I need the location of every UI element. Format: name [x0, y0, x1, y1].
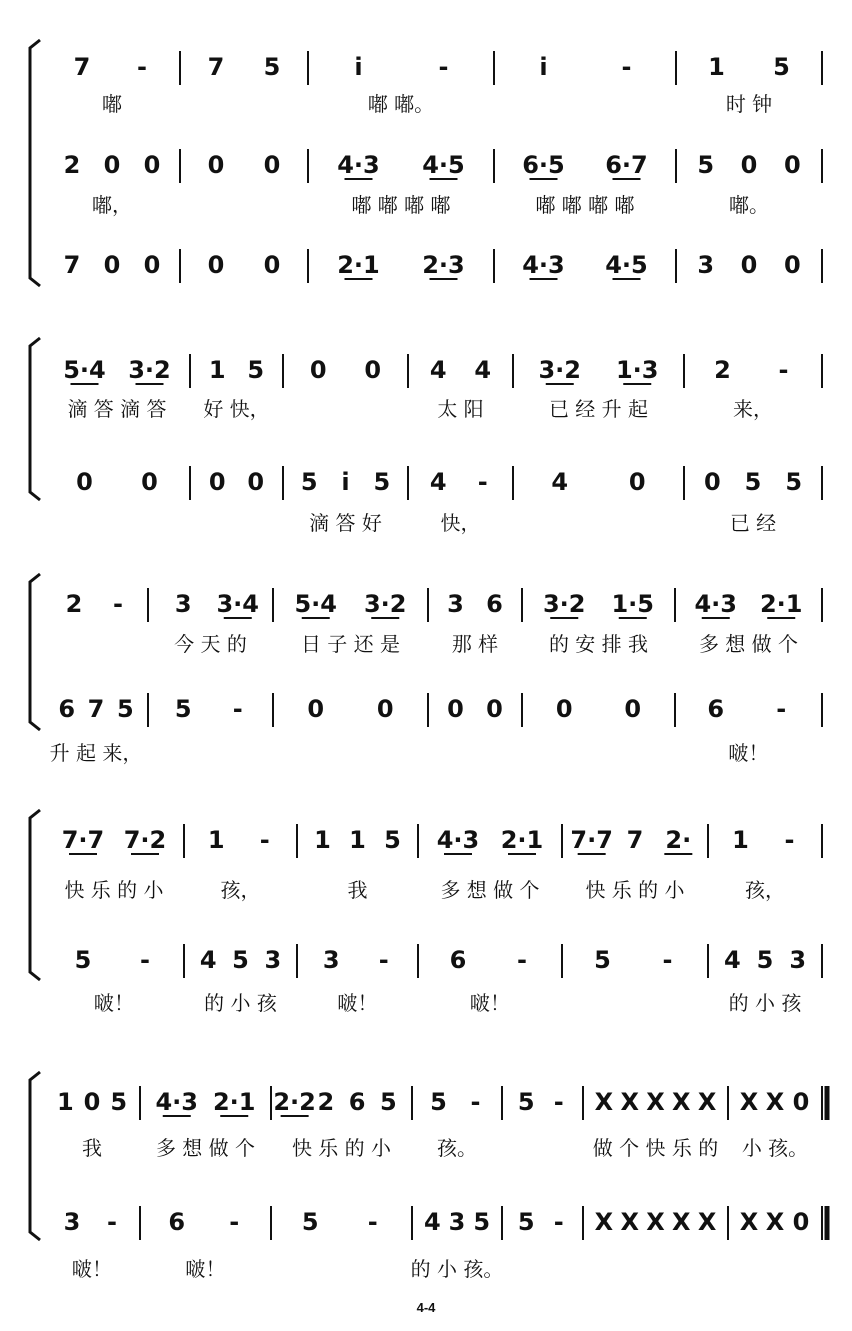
- note: 1·3: [615, 356, 659, 384]
- note: -: [259, 826, 270, 854]
- note: 0: [307, 695, 325, 723]
- note: 5: [232, 946, 249, 974]
- lyric: 小 孩。: [741, 1136, 809, 1160]
- note: 4·3: [436, 826, 480, 854]
- note: 4·3: [694, 590, 738, 618]
- system-bracket: [30, 40, 40, 286]
- note: 1: [349, 826, 366, 854]
- system-bracket: [30, 810, 40, 980]
- note: 5: [697, 151, 715, 179]
- note: 2: [63, 151, 81, 179]
- system-bracket: [30, 1072, 40, 1240]
- note: 5: [380, 1088, 397, 1116]
- lyric: 啵！: [185, 1257, 226, 1281]
- lyric: 快，: [440, 511, 481, 535]
- note: -: [140, 946, 150, 974]
- note: X: [672, 1088, 691, 1116]
- note: 4: [429, 356, 447, 384]
- note: 2·1: [337, 251, 380, 279]
- lyric: 孩，: [745, 878, 785, 902]
- lyric: 做 个 快 乐 的: [592, 1136, 719, 1160]
- note: X: [697, 1088, 717, 1116]
- note: 5: [430, 1088, 447, 1116]
- note: 2·1: [212, 1088, 256, 1116]
- note: 0: [141, 468, 158, 496]
- note: 0: [208, 468, 226, 496]
- note: 4: [723, 946, 741, 974]
- lyric: 嘟。: [729, 193, 769, 217]
- lyric: 好 快，: [203, 397, 270, 421]
- lyric: 嘟: [102, 92, 122, 116]
- note: 2·2: [273, 1088, 316, 1116]
- note: -: [477, 468, 488, 496]
- lyric: 多 想 做 个: [440, 878, 540, 902]
- note: 1: [56, 1088, 74, 1116]
- note: 4: [551, 468, 569, 496]
- note: 3·2: [538, 356, 582, 384]
- note: X: [646, 1088, 665, 1116]
- note: 0: [103, 251, 121, 279]
- lyric: 我: [347, 878, 368, 902]
- note: 5: [116, 695, 134, 723]
- note: 0: [447, 695, 464, 723]
- note: X: [620, 1208, 639, 1236]
- note: 5: [301, 1208, 319, 1236]
- note: 3·2: [363, 590, 407, 618]
- lyric: 的 小 孩。: [410, 1257, 504, 1281]
- note: -: [137, 53, 147, 81]
- lyric: 啵！: [72, 1257, 112, 1281]
- note: -: [113, 590, 123, 618]
- note: 6·7: [605, 151, 648, 179]
- lyric: 的 小 孩: [204, 991, 277, 1015]
- note: X: [594, 1208, 614, 1236]
- system-bracket: [30, 574, 40, 730]
- note: 1: [314, 826, 331, 854]
- lyric: 啵！: [728, 741, 769, 765]
- note: 4: [474, 356, 492, 384]
- note: 0: [486, 695, 503, 723]
- lyric: 今 天 的: [174, 632, 247, 656]
- note: 0: [703, 468, 721, 496]
- note: 1·5: [611, 590, 655, 618]
- note: 6: [58, 695, 76, 723]
- lyric: 升 起 来，: [49, 741, 143, 765]
- note: 7: [207, 53, 225, 81]
- note: 4: [423, 1208, 441, 1236]
- note: 0: [783, 151, 801, 179]
- note: 7: [63, 251, 81, 279]
- lyric: 嘟 嘟 嘟 嘟: [535, 193, 635, 217]
- note: X: [594, 1088, 614, 1116]
- note: X: [672, 1208, 691, 1236]
- lyric: 滴 答 好: [309, 511, 382, 535]
- note: -: [776, 695, 787, 723]
- note: 5: [74, 946, 92, 974]
- lyric: 快 乐 的 小: [291, 1136, 392, 1160]
- lyric: 嘟 嘟 嘟 嘟: [351, 193, 451, 217]
- note: 5: [300, 468, 318, 496]
- note: 5: [517, 1088, 535, 1116]
- lyric: 孩。: [437, 1136, 477, 1160]
- note: 4: [429, 468, 447, 496]
- note: 0: [792, 1208, 810, 1236]
- note: X: [739, 1208, 759, 1236]
- note: 5: [373, 468, 391, 496]
- note: 1: [732, 826, 749, 854]
- note: i: [354, 53, 363, 81]
- note: 6: [348, 1088, 366, 1116]
- note: 3·4: [216, 590, 260, 618]
- note: 0: [83, 1088, 101, 1116]
- lyric: 那 样: [451, 632, 499, 656]
- note: X: [697, 1208, 717, 1236]
- lyric: 孩，: [220, 878, 261, 902]
- note: 5: [473, 1208, 491, 1236]
- lyric: 日 子 还 是: [300, 632, 401, 656]
- note: 5·4: [294, 590, 338, 618]
- lyric: 快 乐 的 小: [585, 878, 685, 902]
- note: -: [470, 1088, 481, 1116]
- note: -: [784, 826, 795, 854]
- note: 5: [247, 356, 265, 384]
- note: 2: [714, 356, 731, 384]
- note: 0: [740, 251, 758, 279]
- note: 7: [626, 826, 644, 854]
- note: X: [646, 1208, 665, 1236]
- note: 0: [263, 251, 281, 279]
- note: -: [662, 946, 673, 974]
- note: 6: [486, 590, 503, 618]
- note: 5: [263, 53, 281, 81]
- note: 0: [783, 251, 801, 279]
- note: 0: [740, 151, 758, 179]
- note: 6: [449, 946, 467, 974]
- note: 2·1: [500, 826, 544, 854]
- note: X: [739, 1088, 759, 1116]
- note: -: [553, 1088, 564, 1116]
- lyric: 嘟 嘟。: [367, 92, 435, 116]
- note: 4·3: [522, 251, 565, 279]
- lyric: 啵！: [470, 991, 510, 1015]
- note: 1: [708, 53, 725, 81]
- note: 0: [103, 151, 121, 179]
- note: 5: [594, 946, 611, 974]
- note: 0: [143, 251, 161, 279]
- note: 7·7: [570, 826, 613, 854]
- note: 7: [73, 53, 91, 81]
- lyric: 多 想 做 个: [698, 632, 799, 656]
- note: 3: [789, 946, 807, 974]
- lyric: 时 钟: [725, 92, 773, 116]
- lyric: 啵！: [337, 991, 378, 1015]
- note: 3: [447, 590, 464, 618]
- note: -: [232, 695, 243, 723]
- note: 0: [76, 468, 93, 496]
- note: 7·7: [61, 826, 105, 854]
- note: 3·2: [128, 356, 171, 384]
- note: 5: [773, 53, 790, 81]
- note: 0: [207, 151, 225, 179]
- note: 5: [110, 1088, 128, 1116]
- note: 2: [65, 590, 83, 618]
- note: 3: [63, 1208, 81, 1236]
- note: -: [367, 1208, 378, 1236]
- lyric: 的 小 孩: [728, 991, 802, 1015]
- note: 4·5: [605, 251, 648, 279]
- note: -: [778, 356, 789, 384]
- note: i: [539, 53, 548, 81]
- note: 4·3: [155, 1088, 199, 1116]
- note: 5: [384, 826, 401, 854]
- note: 6·5: [522, 151, 565, 179]
- note: 4·5: [422, 151, 465, 179]
- system-bracket: [30, 338, 40, 500]
- note: 0: [555, 695, 573, 723]
- lyric: 啵！: [94, 991, 134, 1015]
- note: -: [229, 1208, 240, 1236]
- note: 5: [517, 1208, 535, 1236]
- lyric: 嘟，: [92, 193, 132, 217]
- note: 2·1: [759, 590, 803, 618]
- note: 3·2: [542, 590, 586, 618]
- note: 0: [207, 251, 225, 279]
- note: 6: [168, 1208, 186, 1236]
- note: 5: [756, 946, 774, 974]
- note: 5·4: [63, 356, 106, 384]
- note: 0: [247, 468, 265, 496]
- note: 7·2: [123, 826, 167, 854]
- note: X: [620, 1088, 639, 1116]
- note: 1: [207, 826, 225, 854]
- lyric: 滴 答 滴 答: [67, 397, 167, 421]
- note: 0: [624, 695, 642, 723]
- lyric: 已 经 升 起: [548, 397, 649, 421]
- note: 5: [744, 468, 762, 496]
- note: 3: [697, 251, 715, 279]
- note: -: [621, 53, 632, 81]
- note: 2·3: [422, 251, 465, 279]
- lyric: 已 经: [729, 511, 777, 535]
- note: 0: [309, 356, 327, 384]
- note: 0: [376, 695, 394, 723]
- note: 0: [364, 356, 382, 384]
- note: 2·: [665, 826, 692, 854]
- note: -: [378, 946, 389, 974]
- note: -: [517, 946, 527, 974]
- note: 3: [448, 1208, 466, 1236]
- note: 1: [208, 356, 226, 384]
- note: 5: [785, 468, 803, 496]
- lyric: 快 乐 的 小: [64, 878, 164, 902]
- note: 0: [143, 151, 161, 179]
- note: 6: [707, 695, 725, 723]
- note: 3: [264, 946, 282, 974]
- note: 4: [199, 946, 217, 974]
- lyric: 我: [82, 1136, 102, 1160]
- note: X: [765, 1208, 785, 1236]
- note: 0: [628, 468, 646, 496]
- lyric: 太 阳: [437, 397, 484, 421]
- note: i: [341, 468, 350, 496]
- note: -: [107, 1208, 117, 1236]
- note: 5: [174, 695, 192, 723]
- lyric: 的 安 排 我: [548, 632, 649, 656]
- note: -: [553, 1208, 564, 1236]
- lyric: 来，: [733, 397, 773, 421]
- note: 4·3: [337, 151, 380, 179]
- note: 2: [317, 1088, 335, 1116]
- note: 0: [792, 1088, 810, 1116]
- page-footer: 4-4: [416, 1300, 436, 1315]
- note: 0: [263, 151, 281, 179]
- note: 3: [174, 590, 192, 618]
- note: -: [438, 53, 449, 81]
- note: 3: [322, 946, 340, 974]
- lyric: 多 想 做 个: [155, 1136, 256, 1160]
- note: 7: [87, 695, 105, 723]
- note: X: [765, 1088, 785, 1116]
